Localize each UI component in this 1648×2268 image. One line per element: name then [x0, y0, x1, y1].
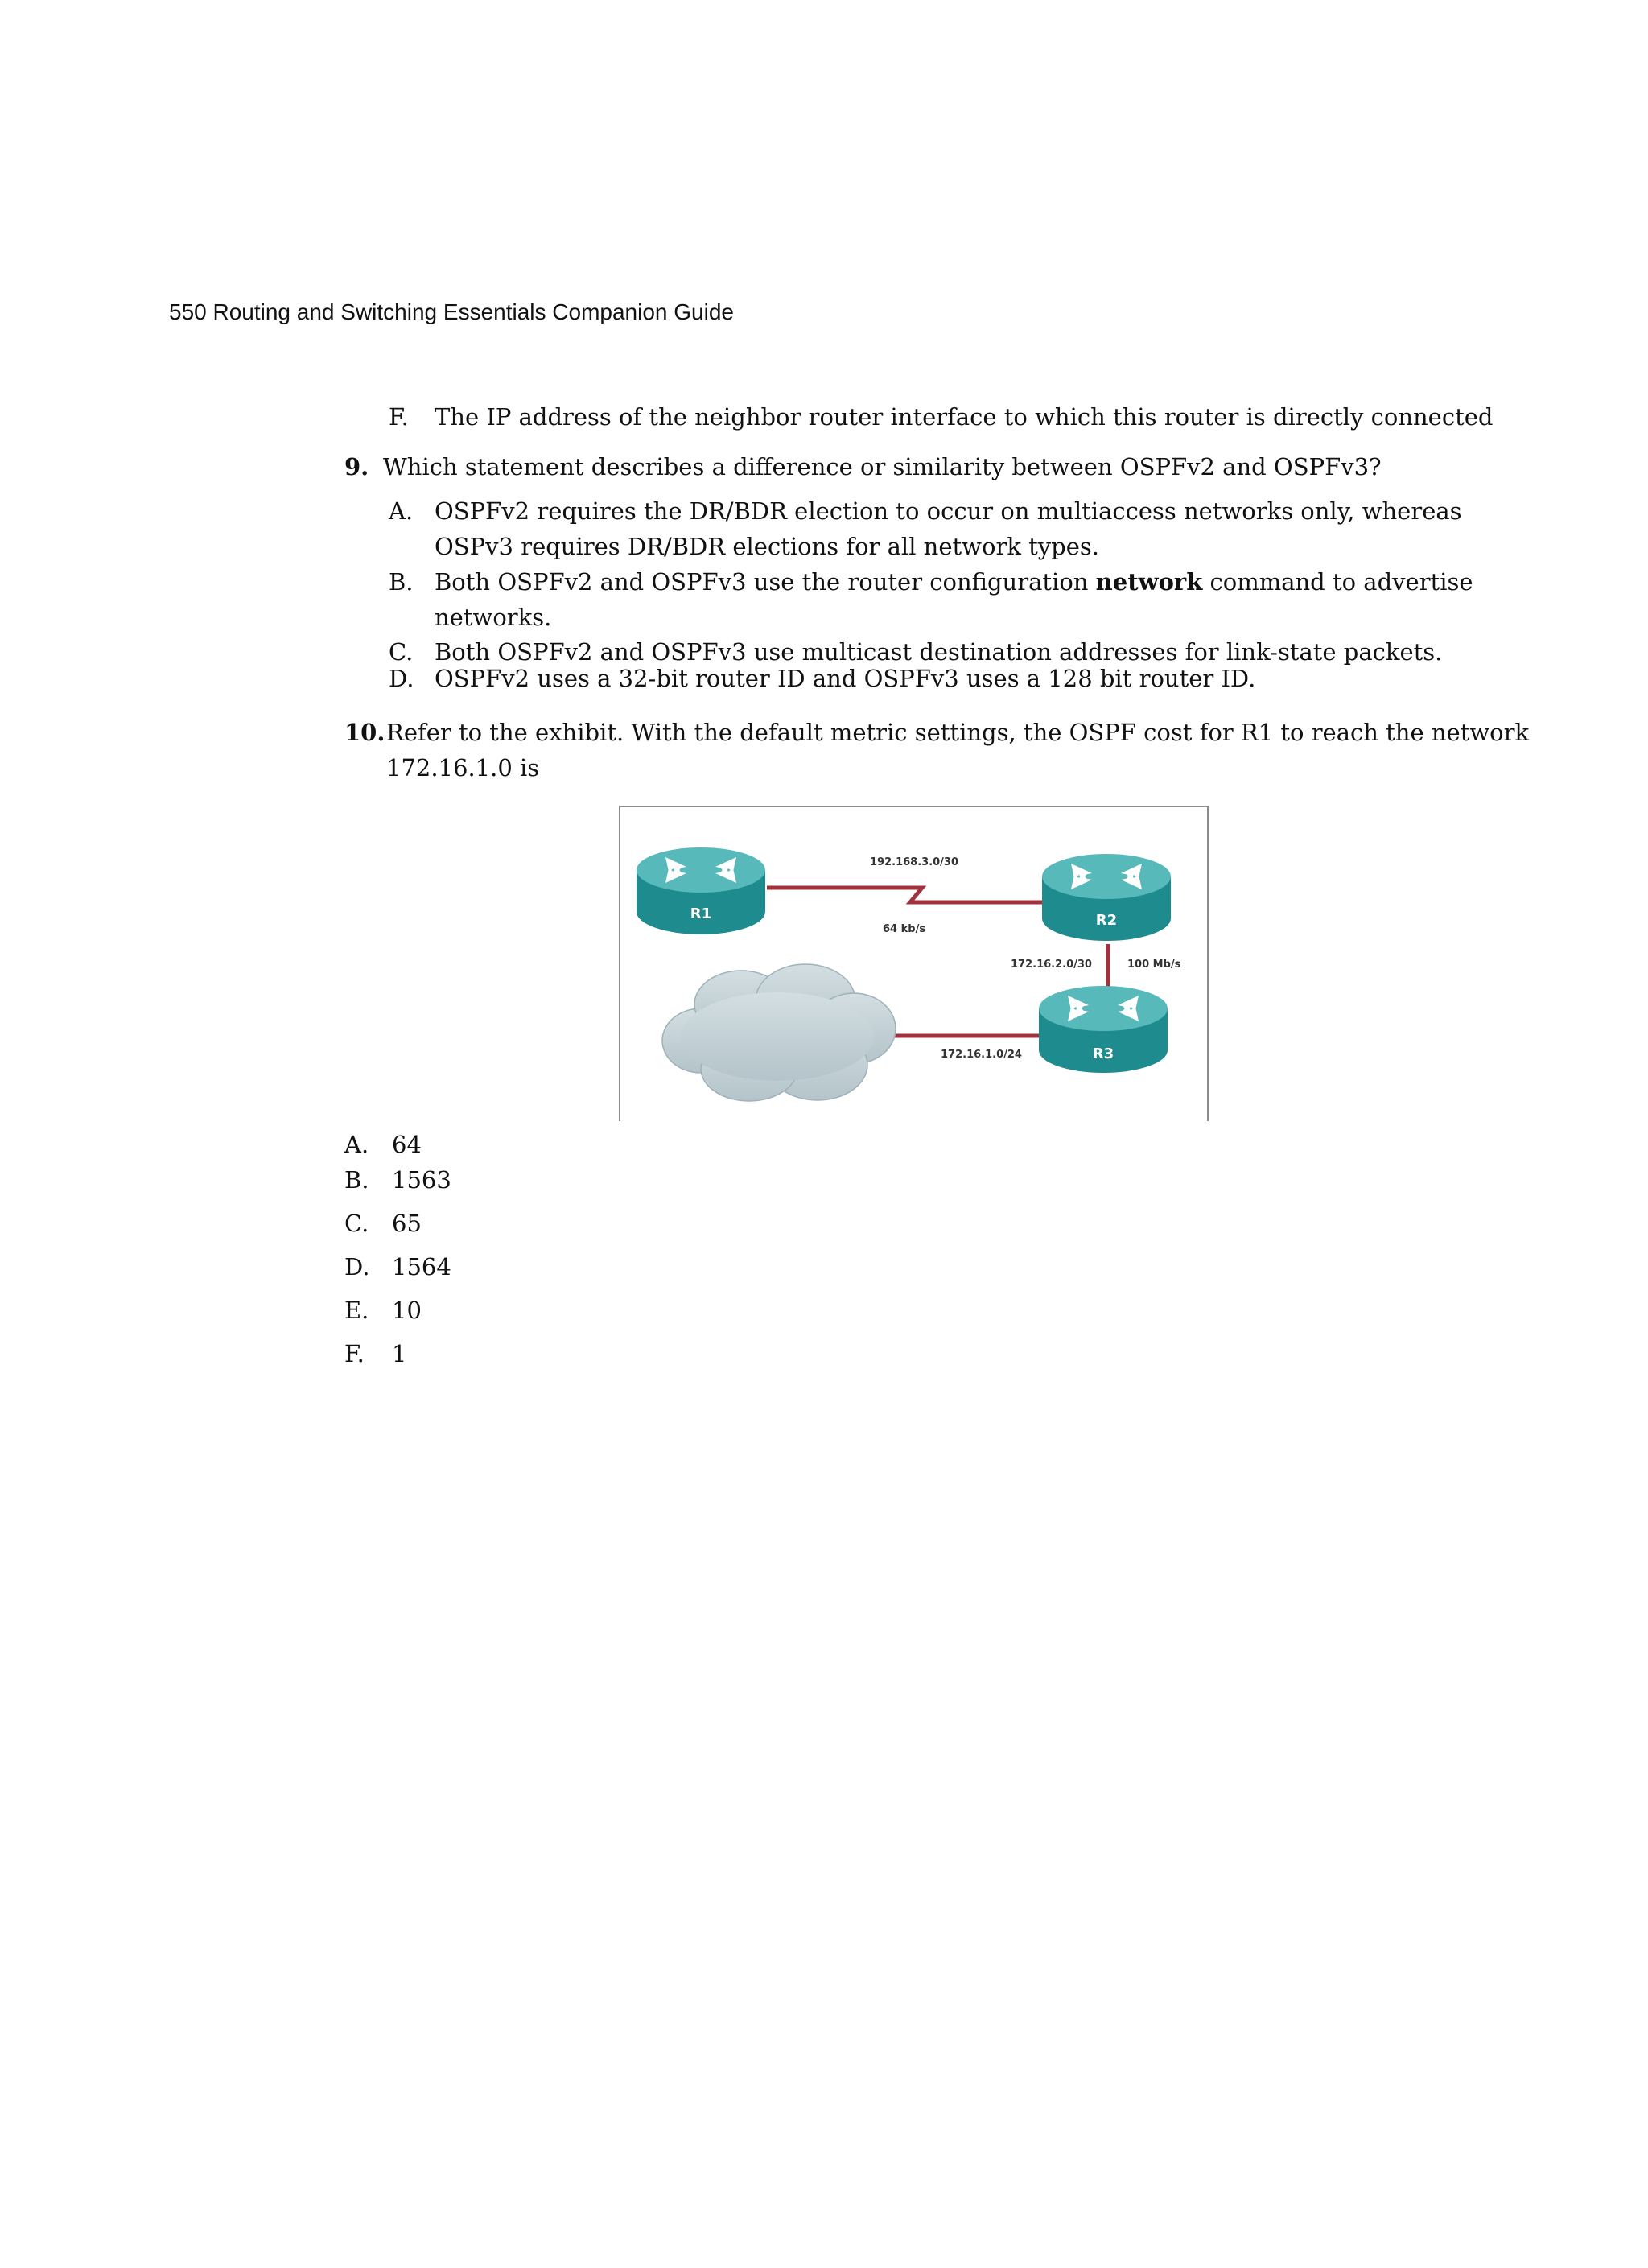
q9-option-d: [389, 665, 1255, 692]
running-header: 550 Routing and Switching Essentials Companion Guide: [169, 299, 734, 324]
option-letter: D.: [344, 1253, 370, 1280]
q9-option-a-line2: [435, 533, 1099, 560]
option-letter: C.: [344, 1210, 369, 1237]
option-letter: F.: [389, 403, 409, 431]
q9-option-a: [389, 497, 1462, 525]
question-10: [344, 719, 1529, 746]
question-text: 172.16.1.0 is: [386, 754, 540, 781]
option-letter: A.: [389, 497, 414, 525]
option-text: 1564: [392, 1253, 451, 1280]
cloud-icon: [662, 964, 896, 1101]
q10-option-f: [344, 1340, 406, 1367]
option-text: 1: [392, 1340, 407, 1367]
option-letter: C.: [389, 638, 414, 666]
router-label: R2: [1095, 912, 1118, 929]
q10-option-c: [344, 1210, 422, 1237]
q10-option-d: [344, 1253, 451, 1280]
option-text: 10: [392, 1297, 422, 1324]
option-text: OSPv3 requires DR/BDR elections for all network types.: [435, 533, 1099, 560]
router-label: R1: [690, 905, 712, 922]
q10-option-e: [344, 1297, 422, 1324]
router-r2: [1042, 854, 1171, 941]
serial-bandwidth-label: 64 kb/s: [883, 923, 926, 935]
option-text: OSPFv2 uses a 32-bit router ID and OSPFv3 uses a 128 bit router ID.: [435, 665, 1256, 692]
question-number: 9.: [344, 453, 369, 480]
option-letter: A.: [344, 1131, 369, 1158]
router-r3: [1039, 986, 1168, 1073]
option-text: command to advertise: [1202, 568, 1473, 596]
r2-r3-network-label: 172.16.2.0/30: [1011, 959, 1092, 971]
option-text: Both OSPFv2 and OSPFv3 use multicast destination addresses for link-state packets.: [435, 638, 1443, 666]
q9-option-b: [389, 568, 1473, 596]
network-exhibit: [619, 806, 1209, 1121]
command-keyword: network: [1095, 568, 1203, 596]
router-r1: [637, 847, 765, 934]
q8-option-f: [389, 403, 1493, 431]
option-letter: D.: [389, 665, 414, 692]
lan-network-label: 172.16.1.0/24: [941, 1049, 1022, 1061]
serial-network-label: 192.168.3.0/30: [870, 856, 959, 868]
q10-option-b: [344, 1166, 451, 1194]
option-letter: F.: [344, 1340, 365, 1367]
q9-option-b-line2: [435, 604, 551, 631]
router-label: R3: [1092, 1045, 1114, 1062]
question-text: Which statement describes a difference or similarity between OSPFv2 and OSPFv3?: [383, 453, 1382, 480]
option-letter: E.: [344, 1297, 369, 1324]
q9-option-c: [389, 638, 1442, 666]
question-9: [344, 453, 1382, 480]
option-text: 65: [392, 1210, 422, 1237]
option-text: 64: [392, 1131, 422, 1158]
network-diagram: [620, 807, 1209, 1121]
option-text: Both OSPFv2 and OSPFv3 use the router configuration: [435, 568, 1096, 596]
q10-option-a: [344, 1131, 422, 1158]
question-number: 10.: [344, 719, 385, 746]
question-text: Refer to the exhibit. With the default metric settings, the OSPF cost for R1 to reach the network: [386, 719, 1530, 746]
option-text: The IP address of the neighbor router interface to which this router is directly connected: [435, 403, 1494, 431]
question-10-line2: [386, 754, 539, 781]
option-text: 1563: [392, 1166, 451, 1194]
option-letter: B.: [344, 1166, 369, 1194]
serial-link: [767, 888, 1061, 902]
r2-r3-bandwidth-label: 100 Mb/s: [1127, 959, 1181, 971]
option-text: OSPFv2 requires the DR/BDR election to occur on multiaccess networks only, whereas: [435, 497, 1462, 525]
option-text: networks.: [435, 604, 552, 631]
option-letter: B.: [389, 568, 414, 596]
